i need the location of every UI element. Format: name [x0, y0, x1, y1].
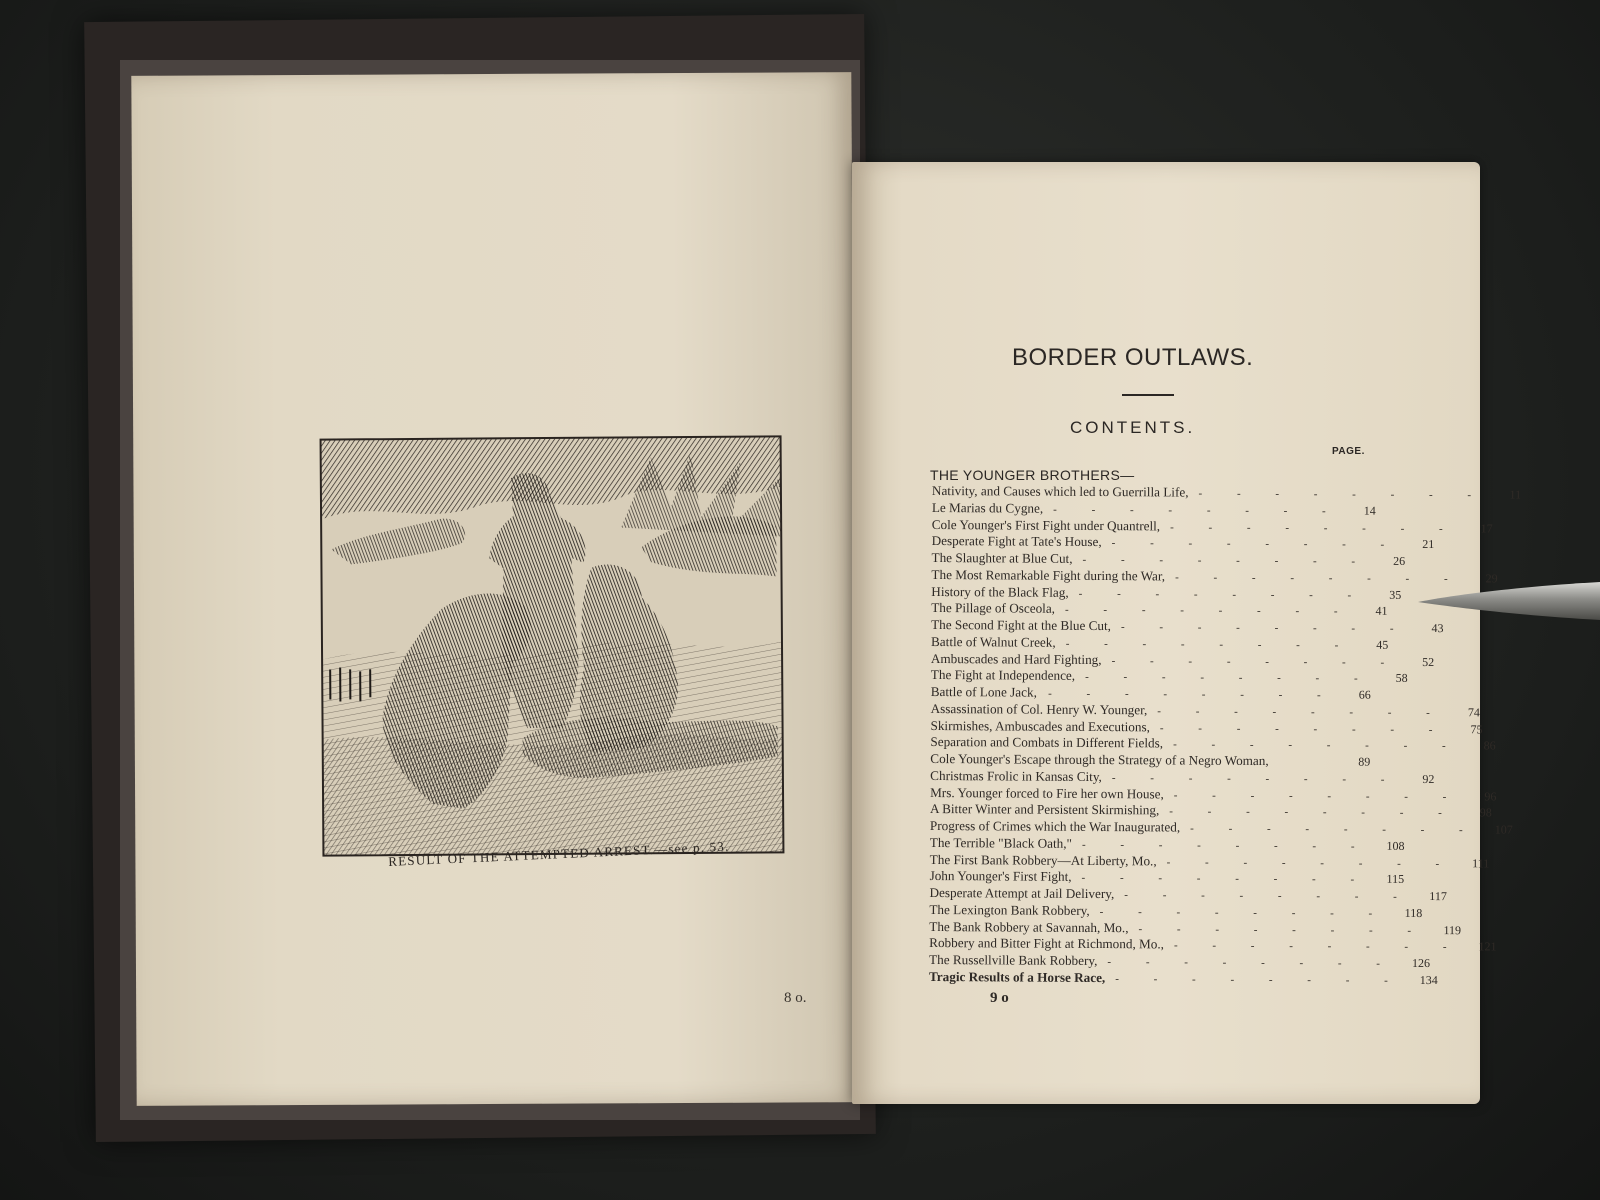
toc-entry-page: 118	[1404, 905, 1423, 920]
toc-leader: - - - - - - - -	[1081, 838, 1371, 853]
toc-leader: - - - - - - - -	[1115, 972, 1404, 987]
toc-leader: - - - - - - - -	[1048, 687, 1337, 702]
toc-leader: - - - - - - - -	[1190, 822, 1479, 837]
toc-entry-title: Desperate Attempt at Jail Delivery,	[929, 884, 1115, 902]
toc-entry-page: 43	[1431, 621, 1444, 636]
toc-entry-page: 108	[1386, 838, 1405, 853]
metal-pointer	[1418, 576, 1600, 628]
toc-entry-page: 89	[1358, 754, 1371, 769]
toc-leader: - - - - - - - -	[1078, 587, 1368, 602]
toc-entry-title: Battle of Lone Jack,	[930, 683, 1037, 700]
toc-leader: - - - - - - - -	[1166, 855, 1456, 870]
toc-entry-page: 119	[1443, 922, 1462, 937]
toc-leader: - - - - - - - -	[1053, 503, 1342, 518]
toc-entry-page: 107	[1494, 822, 1513, 837]
toc-entry-title: Le Marias du Cygne,	[931, 499, 1044, 516]
right-page-number: 9 o	[990, 990, 1009, 1006]
illustration-caption: RESULT OF THE ATTEMPTED ARREST.—see p. 53.	[388, 838, 730, 869]
toc-entry-title: The First Bank Robbery—At Liberty, Mo.,	[929, 851, 1157, 868]
toc-entry-page: 17	[1480, 520, 1493, 535]
toc-entry-title: Skirmishes, Ambuscades and Executions,	[930, 717, 1150, 734]
toc-entry-page: 134	[1419, 972, 1438, 987]
toc-leader: - - - - - - - -	[1170, 520, 1459, 535]
book-title: BORDER OUTLAWS.	[1012, 344, 1254, 371]
toc-leader: - - - - - - - -	[1111, 654, 1401, 669]
toc-entry-title: Robbery and Bitter Fight at Richmond, Mo.,	[929, 935, 1165, 952]
toc-leader: - - - - - - - -	[1081, 872, 1371, 886]
toc-entry-page: 96	[1484, 788, 1497, 803]
title-rule	[1122, 394, 1174, 396]
toc-entry-title: The Second Fight at the Blue Cut,	[931, 616, 1112, 634]
toc-leader: - - - - - - - -	[1064, 604, 1354, 618]
toc-entry-page: 74	[1467, 705, 1480, 720]
toc-entry-title: History of the Black Flag,	[931, 583, 1069, 600]
page-column-label: PAGE.	[1332, 446, 1365, 457]
toc-entry-page: 111	[1472, 855, 1490, 870]
toc-leader: - - - - - - - -	[1099, 905, 1389, 920]
toc-entry-title: Cole Younger's First Fight under Quantrell,	[931, 516, 1161, 533]
toc-leader: - - - - - - - -	[1157, 705, 1446, 719]
toc-entry-page: 29	[1485, 571, 1498, 586]
toc-entry-title: The Bank Robbery at Savannah, Mo.,	[929, 918, 1129, 935]
toc-entry-title: Separation and Combats in Different Fields,	[930, 734, 1164, 751]
toc-entry-title: Tragic Results of a Horse Race,	[928, 968, 1106, 985]
toc-leader: - - - - - - - -	[1198, 487, 1488, 502]
toc-entry-page: 45	[1376, 637, 1389, 652]
toc-entry-title: The Pillage of Osceola,	[931, 600, 1056, 617]
toc-entry-page: 58	[1395, 671, 1408, 686]
toc-entry-title: The Russellville Bank Robbery,	[929, 951, 1098, 969]
toc-leader: - - - - - - - -	[1159, 721, 1449, 736]
toc-entry-title: Desperate Fight at Tate's House,	[931, 533, 1102, 550]
toc-entry-page: 126	[1411, 955, 1431, 971]
toc-entry-page: 92	[1422, 771, 1435, 786]
toc-leader: - - - - - - - -	[1111, 537, 1401, 552]
toc-entry-page: 117	[1429, 889, 1447, 904]
toc-entry-page: 86	[1483, 738, 1496, 753]
toc-entry-title: Cole Younger's Escape through the Strategy of a Negro Woman,	[930, 750, 1269, 769]
toc-leader: - - - - - - - -	[1124, 889, 1413, 903]
engraving-illustration	[321, 436, 784, 855]
toc-entry-title: The Lexington Bank Robbery,	[929, 901, 1090, 918]
toc-entry-page: 11	[1509, 487, 1522, 502]
toc-leader: - - - - - - - -	[1107, 956, 1397, 970]
toc-entry-title: The Most Remarkable Fight during the War,	[931, 566, 1166, 584]
toc-entry-page: 21	[1422, 537, 1435, 552]
toc-entry	[928, 968, 1438, 988]
toc-leader: - - - - - - - -	[1173, 788, 1463, 803]
toc-entry-title: John Younger's First Fight,	[929, 868, 1072, 885]
contents-heading: CONTENTS.	[1070, 418, 1196, 437]
toc-leader: - - - - - - - -	[1169, 805, 1458, 820]
left-page-number: 8 o.	[784, 990, 807, 1006]
toc-entry-title: The Slaughter at Blue Cut,	[931, 549, 1073, 566]
toc-entry-title: A Bitter Winter and Persistent Skirmishing,	[929, 801, 1160, 818]
toc-entry-page: 52	[1422, 654, 1435, 669]
toc-entry-page: 41	[1375, 603, 1388, 619]
toc-entry-title: Progress of Crimes which the War Inaugurated,	[929, 817, 1181, 835]
toc-entry-title: The Fight at Independence,	[930, 667, 1076, 684]
toc-leader: - - - - - - - -	[1085, 671, 1374, 685]
toc-leader: - - - - - - - -	[1173, 738, 1462, 753]
toc-entry-page: 26	[1393, 553, 1406, 568]
toc-entry-page: 14	[1363, 503, 1376, 518]
toc-entry-title: Battle of Walnut Creek,	[930, 633, 1056, 650]
toc-entry-title: Ambuscades and Hard Fighting,	[930, 650, 1102, 667]
toc-leader: - - - - - - - -	[1175, 571, 1464, 585]
toc-leader: - - - - - - - -	[1111, 771, 1401, 786]
toc-entry-title: Mrs. Younger forced to Fire her own House,	[930, 784, 1164, 801]
section-heading: THE YOUNGER BROTHERS—	[930, 467, 1135, 483]
toc-leader: - - - - - - - -	[1082, 553, 1372, 568]
toc-entry-title: Nativity, and Causes which led to Guerrilla Life,	[931, 483, 1189, 500]
table-of-contents	[928, 483, 1522, 988]
toc-entry-title: The Terrible "Black Oath,"	[929, 834, 1073, 851]
toc-entry-page: 35	[1389, 587, 1402, 602]
toc-entry-page: 75	[1470, 721, 1483, 736]
toc-leader: - - - - - - - -	[1173, 939, 1463, 954]
toc-entry-title: Assassination of Col. Henry W. Younger,	[930, 700, 1148, 718]
toc-entry-title: Christmas Frolic in Kansas City,	[930, 767, 1102, 784]
toc-leader: - - - - - - - -	[1138, 922, 1428, 937]
toc-entry-page: 115	[1386, 872, 1405, 887]
toc-entry-page: 98	[1479, 805, 1492, 820]
toc-leader: - - - - - - - -	[1065, 637, 1355, 652]
toc-entry-page: 121	[1478, 939, 1497, 954]
toc-entry-page: 66	[1358, 687, 1371, 702]
toc-leader: - - - - - - - -	[1120, 621, 1410, 635]
